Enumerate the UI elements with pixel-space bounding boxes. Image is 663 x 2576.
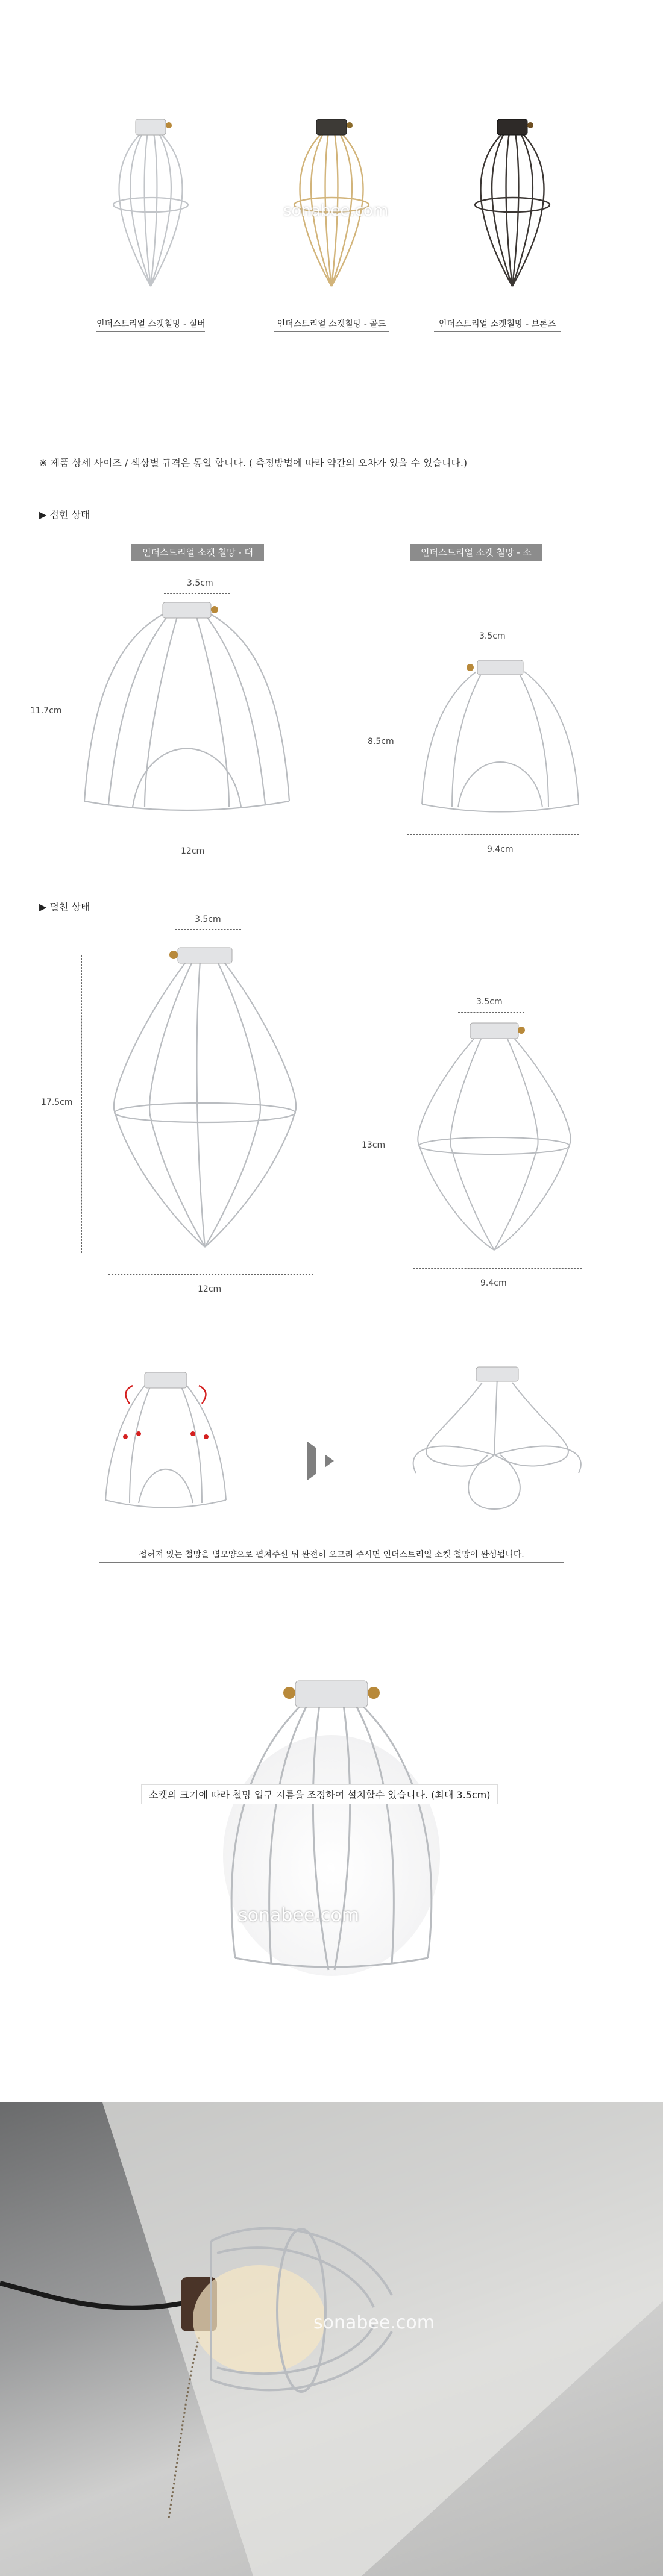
unfolded-large-height-dim: 17.5cm xyxy=(41,1098,73,1107)
unfolded-large-height-line xyxy=(81,955,82,1253)
product-bronze-image xyxy=(461,114,564,295)
unfolded-small-width-dim: 9.4cm xyxy=(480,1278,507,1288)
unfolded-small-top-dim: 3.5cm xyxy=(476,997,503,1007)
unfolded-small-top-line xyxy=(458,1012,524,1013)
assembly-folded-image xyxy=(96,1368,235,1518)
product-caption-silver: 인더스트리얼 소켓철망 - 실버 xyxy=(96,317,205,332)
unfolded-large-width-dim: 12cm xyxy=(198,1284,222,1294)
watermark-logo xyxy=(283,202,388,220)
watermark-logo-2 xyxy=(238,1905,359,1926)
size-note: ※ 제품 상세 사이즈 / 색상별 규격은 동일 합니다. ( 측정방법에 따라 약간의 오차가 있을 수 있습니다.) xyxy=(39,457,468,469)
arrow-stem-icon xyxy=(316,1442,325,1480)
folded-section-title: ▶ 접힌 상태 xyxy=(39,509,90,521)
unfolded-section-title: ▶ 펼친 상태 xyxy=(39,901,90,913)
folded-small-height-dim: 8.5cm xyxy=(368,737,394,746)
folded-small-top-dim: 3.5cm xyxy=(479,631,506,641)
folded-small-image xyxy=(410,657,591,819)
unfolded-large-top-dim: 3.5cm xyxy=(195,914,221,924)
assembly-caption: 접혀져 있는 철망을 별모양으로 펼쳐주신 뒤 완전히 오므려 주시면 인더스트리얼 소켓 철망이 완성됩니다. xyxy=(99,1548,564,1563)
watermark-logo-3 xyxy=(313,2312,435,2333)
product-caption-bronze: 인더스트리얼 소켓철망 - 브론즈 xyxy=(434,317,561,332)
unfolded-large-image xyxy=(96,943,313,1256)
folded-large-image xyxy=(72,596,301,831)
product-caption-gold: 인더스트리얼 소켓철망 - 골드 xyxy=(274,317,389,332)
unfolded-small-image xyxy=(404,1018,585,1259)
watermark-text-2: sonabee.com xyxy=(238,1905,359,1926)
folded-large-height-dim: 11.7cm xyxy=(30,706,62,716)
watermark-text: sonabee.com xyxy=(283,202,389,220)
adjust-cage-image xyxy=(205,1675,458,1988)
folded-small-label: 인더스트리얼 소켓 철망 - 소 xyxy=(410,544,542,561)
folded-small-width-dim: 9.4cm xyxy=(487,845,514,854)
lifestyle-photo xyxy=(0,2102,663,2576)
assembly-star-image xyxy=(398,1358,597,1515)
unfolded-large-top-line xyxy=(175,929,241,930)
folded-large-label: 인더스트리얼 소켓 철망 - 대 xyxy=(131,544,264,561)
folded-large-top-line xyxy=(164,593,230,594)
unfolded-small-width-line xyxy=(413,1268,582,1269)
folded-large-width-dim: 12cm xyxy=(181,846,205,856)
product-silver-image xyxy=(99,114,202,295)
folded-large-top-dim: 3.5cm xyxy=(187,578,213,588)
watermark-text-3: sonabee.com xyxy=(313,2312,435,2333)
unfolded-large-width-line xyxy=(108,1274,313,1275)
folded-small-width-line xyxy=(407,834,579,835)
adjust-caption-banner: 소켓의 크기에 따라 철망 입구 지름을 조정하여 설치할수 있습니다. (최대 3.5cm) xyxy=(142,1785,497,1804)
unfolded-small-height-dim: 13cm xyxy=(362,1140,386,1150)
